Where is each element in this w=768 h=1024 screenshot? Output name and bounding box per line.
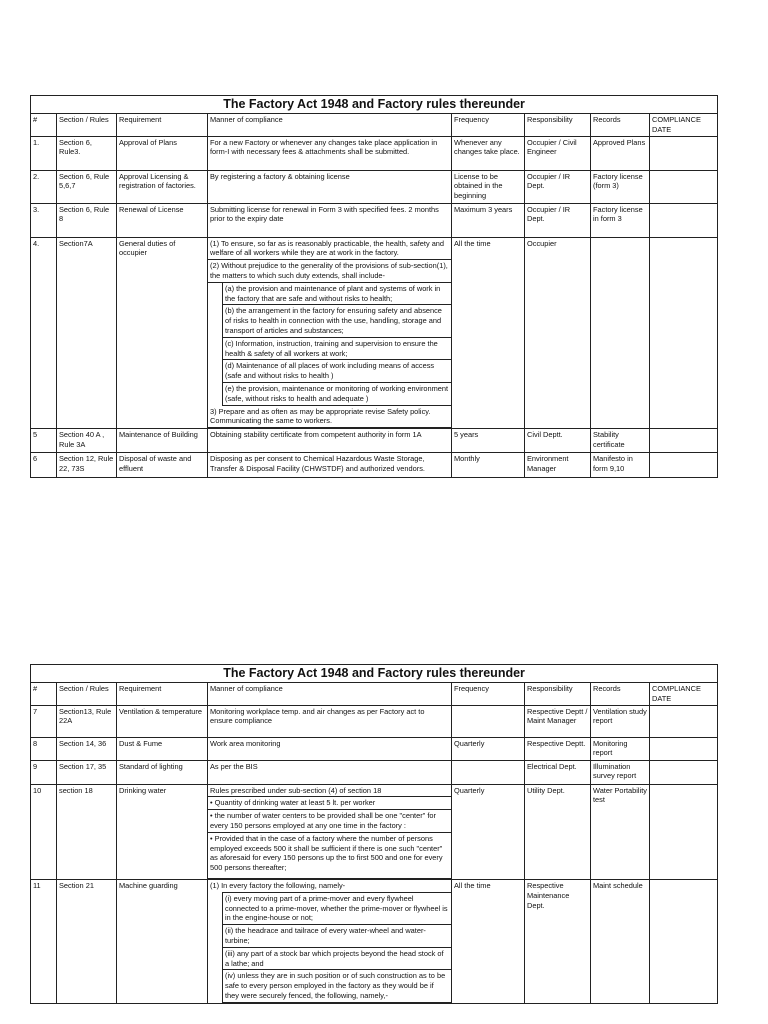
table-title: The Factory Act 1948 and Factory rules thereunder xyxy=(31,665,718,683)
row-manner xyxy=(208,784,452,879)
table-row xyxy=(31,203,718,237)
manner-item: (1) To ensure, so far as is reasonably practicable, the health, safety and welfare of all workers while they are at work in the factory. xyxy=(210,238,445,258)
row-compliance-date xyxy=(650,136,718,170)
row-compliance-date xyxy=(650,760,718,784)
row-manner: Obtaining stability certificate from competent authority in form 1A xyxy=(208,429,452,453)
row-number: 11 xyxy=(31,879,57,1003)
row-manner: Work area monitoring xyxy=(208,737,452,760)
table-row xyxy=(31,760,718,784)
row-requirement: Standard of lighting xyxy=(117,760,208,784)
row-responsibility: Occupier / IR Dept. xyxy=(525,203,591,237)
row-records: Approved Plans xyxy=(591,136,650,170)
table-row xyxy=(31,237,718,429)
table-row xyxy=(31,170,718,203)
row-number: 9 xyxy=(31,760,57,784)
row-frequency xyxy=(452,705,525,737)
row-frequency xyxy=(452,760,525,784)
row-manner xyxy=(208,879,452,1003)
table-row xyxy=(31,879,718,1003)
row-responsibility: Occupier / IR Dept. xyxy=(525,170,591,203)
row-manner: For a new Factory or whenever any changes take place application in form-I with necessary fees & attachments shall be submitted. xyxy=(208,136,452,170)
row-responsibility: Civil Deptt. xyxy=(525,429,591,453)
row-frequency: Maximum 3 years xyxy=(452,203,525,237)
row-manner: Submitting license for renewal in Form 3 with specified fees. 2 months prior to the expiry date xyxy=(208,203,452,237)
row-frequency: 5 years xyxy=(452,429,525,453)
col-header-requirement: Requirement xyxy=(117,114,208,137)
row-number: 7 xyxy=(31,705,57,737)
manner-item: • Quantity of drinking water at least 5 lt. per worker xyxy=(208,796,451,810)
row-records: Manifesto in form 9,10 xyxy=(591,453,650,478)
row-records: Maint schedule xyxy=(591,879,650,1003)
col-header-requirement: Requirement xyxy=(117,683,208,706)
row-frequency: Whenever any changes take place. xyxy=(452,136,525,170)
manner-subitem: (d) Maintenance of all places of work including means of access (safe and without risks to health ) xyxy=(222,360,451,383)
table-title: The Factory Act 1948 and Factory rules thereunder xyxy=(31,96,718,114)
col-header-manner: Manner of compliance xyxy=(208,683,452,706)
row-section: Section 6, Rule 8 xyxy=(57,203,117,237)
row-records: Factory license (form 3) xyxy=(591,170,650,203)
manner-subitem: (e) the provision, maintenance or monitoring of working environment (safe, without risks to health and adequate ) xyxy=(222,383,451,406)
row-section: Section 6, Rule3. xyxy=(57,136,117,170)
manner-item: (1) In every factory the following, namely- xyxy=(210,880,346,890)
row-number: 6 xyxy=(31,453,57,478)
row-number: 4. xyxy=(31,237,57,429)
compliance-table-2 xyxy=(30,664,718,1004)
header-row xyxy=(31,114,718,137)
col-header-number: # xyxy=(31,683,57,706)
row-manner: Disposing as per consent to Chemical Hazardous Waste Storage, Transfer & Disposal Facility (CHWSTDF) and authorized vendors. xyxy=(208,453,452,478)
row-responsibility: Respective Deptt. xyxy=(525,737,591,760)
manner-subitem: (b) the arrangement in the factory for ensuring safety and absence of risks to health in connection with the use, handling, storage and transport of articles and substances; xyxy=(222,305,451,337)
row-section: Section 14, 36 xyxy=(57,737,117,760)
row-frequency: Quarterly xyxy=(452,737,525,760)
row-requirement: Machine guarding xyxy=(117,879,208,1003)
row-responsibility: Occupier / Civil Engineer xyxy=(525,136,591,170)
row-section: Section7A xyxy=(57,237,117,429)
manner-subitem: (iii) any part of a stock bar which projects beyond the head stock of a lathe; and xyxy=(222,948,451,971)
row-section: Section 40 A , Rule 3A xyxy=(57,429,117,453)
table-row xyxy=(31,136,718,170)
header-row xyxy=(31,683,718,706)
row-records: Factory license in form 3 xyxy=(591,203,650,237)
manner-subitem: (iv) unless they are in such position or of such construction as to be safe to every person employed in the factory as they would be if they were securely fenced, the following, namely,- xyxy=(222,970,451,1002)
row-frequency: All the time xyxy=(452,237,525,429)
row-records xyxy=(591,237,650,429)
row-section: Section 12, Rule 22, 73S xyxy=(57,453,117,478)
row-number: 3. xyxy=(31,203,57,237)
row-compliance-date xyxy=(650,705,718,737)
row-requirement: Approval Licensing & registration of factories. xyxy=(117,170,208,203)
col-header-responsibility: Responsibility xyxy=(525,114,591,137)
row-responsibility: Utility Dept. xyxy=(525,784,591,879)
table-row xyxy=(31,429,718,453)
col-header-number: # xyxy=(31,114,57,137)
row-section: Section 6, Rule 5,6,7 xyxy=(57,170,117,203)
manner-subitem: (ii) the headrace and tailrace of every water-wheel and water-turbine; xyxy=(222,925,451,948)
row-requirement: Maintenance of Building xyxy=(117,429,208,453)
row-number: 5 xyxy=(31,429,57,453)
row-records: Stability certificate xyxy=(591,429,650,453)
row-compliance-date xyxy=(650,237,718,429)
row-compliance-date xyxy=(650,170,718,203)
table-row xyxy=(31,784,718,879)
row-section: section 18 xyxy=(57,784,117,879)
row-compliance-date xyxy=(650,737,718,760)
table-row xyxy=(31,705,718,737)
col-header-records: Records xyxy=(591,114,650,137)
row-responsibility: Occupier xyxy=(525,237,591,429)
row-compliance-date xyxy=(650,784,718,879)
table-row xyxy=(31,737,718,760)
manner-subitem: (c) Information, instruction, training and supervision to ensure the health & safety of all workers at work; xyxy=(222,338,451,361)
manner-subitem: (i) every moving part of a prime-mover and every flywheel connected to a prime-mover, whether the prime-mover or flywheel is in the engine-house or not; xyxy=(222,892,451,925)
row-number: 10 xyxy=(31,784,57,879)
row-number: 8 xyxy=(31,737,57,760)
table-row xyxy=(31,453,718,478)
row-requirement: Renewal of License xyxy=(117,203,208,237)
manner-item: Rules prescribed under sub-section (4) of section 18 xyxy=(210,785,382,795)
manner-item: • Provided that in the case of a factory where the number of persons employed exceeds 500 it shall be sufficient if there is one such "center" as aforesaid for every 150 persons up the to first 500 and one for every 500 persons thereafter; xyxy=(208,833,451,879)
row-number: 2. xyxy=(31,170,57,203)
row-requirement: Dust & Fume xyxy=(117,737,208,760)
col-header-responsibility: Responsibility xyxy=(525,683,591,706)
row-requirement: Ventilation & temperature xyxy=(117,705,208,737)
col-header-section: Section / Rules xyxy=(57,683,117,706)
col-header-frequency: Frequency xyxy=(452,683,525,706)
row-section: Section13, Rule 22A xyxy=(57,705,117,737)
compliance-table-1 xyxy=(30,95,718,478)
row-requirement: Approval of Plans xyxy=(117,136,208,170)
row-requirement: Disposal of waste and effluent xyxy=(117,453,208,478)
row-compliance-date xyxy=(650,203,718,237)
col-header-records: Records xyxy=(591,683,650,706)
row-manner: By registering a factory & obtaining license xyxy=(208,170,452,203)
row-frequency: Monthly xyxy=(452,453,525,478)
col-header-compliance-date: COMPLIANCE DATE xyxy=(650,114,718,137)
row-requirement: General duties of occupier xyxy=(117,237,208,429)
manner-item: 3) Prepare and as often as may be appropriate revise Safety policy. Communicating the same to workers. xyxy=(208,406,451,429)
manner-subitem: (a) the provision and maintenance of plant and systems of work in the factory that are safe and without risks to health; xyxy=(222,283,451,306)
row-responsibility: Environment Manager xyxy=(525,453,591,478)
row-manner: As per the BIS xyxy=(208,760,452,784)
row-frequency: All the time xyxy=(452,879,525,1003)
col-header-manner: Manner of compliance xyxy=(208,114,452,137)
row-records: Ventilation study report xyxy=(591,705,650,737)
row-responsibility: Electrical Dept. xyxy=(525,760,591,784)
row-manner: Monitoring workplace temp. and air changes as per Factory act to ensure compliance xyxy=(208,705,452,737)
manner-item: (2) Without prejudice to the generality of the provisions of sub-section(1), the matters to which such duty extends, shall include- xyxy=(208,259,451,283)
row-section: Section 21 xyxy=(57,879,117,1003)
row-manner xyxy=(208,237,452,429)
row-frequency: License to be obtained in the beginning xyxy=(452,170,525,203)
row-records: Monitoring report xyxy=(591,737,650,760)
row-responsibility: Respective Maintenance Dept. xyxy=(525,879,591,1003)
row-frequency: Quarterly xyxy=(452,784,525,879)
row-records: Water Portability test xyxy=(591,784,650,879)
manner-item: • the number of water centers to be provided shall be one "center" for every 150 persons employed at any one time in the factory : xyxy=(208,810,451,833)
col-header-section: Section / Rules xyxy=(57,114,117,137)
row-records: Illumination survey report xyxy=(591,760,650,784)
col-header-compliance-date: COMPLIANCE DATE xyxy=(650,683,718,706)
row-compliance-date xyxy=(650,879,718,1003)
row-requirement: Drinking water xyxy=(117,784,208,879)
row-number: 1. xyxy=(31,136,57,170)
row-compliance-date xyxy=(650,453,718,478)
row-compliance-date xyxy=(650,429,718,453)
col-header-frequency: Frequency xyxy=(452,114,525,137)
row-responsibility: Respective Deptt / Maint Manager xyxy=(525,705,591,737)
row-section: Section 17, 35 xyxy=(57,760,117,784)
